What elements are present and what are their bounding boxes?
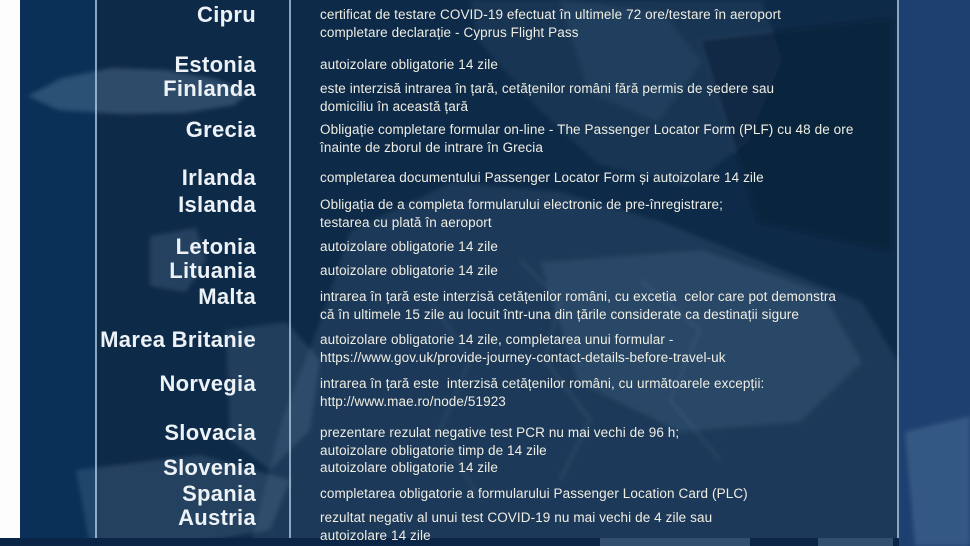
country-restrictions: rezultat negativ al unui test COVID-19 nu mai vechi de 4 zile sau autoizolare 14 zile [320, 510, 713, 543]
country-restrictions: intrarea în țară este interzisă cetățenilor români, cu următoarele excepții: http://www.mae.ro/node/51923 [320, 376, 765, 409]
country-label: Letonia [175, 234, 256, 259]
country-label: Estonia [174, 52, 256, 77]
country-label: Norvegia [159, 371, 256, 396]
country-restrictions: autoizolare obligatorie 14 zile, completarea unui formular - https://www.gov.uk/provide-journey-contact-details-before-travel-uk [320, 332, 726, 365]
country-label: Austria [178, 505, 256, 530]
country-restrictions: autoizolare obligatorie 14 zile [320, 460, 498, 475]
country-label: Finlanda [163, 76, 256, 101]
country-restrictions: Obligație completare formular on-line - The Passenger Locator Form (PLF) cu 48 de ore înainte de zborul de intrare în Grecia [320, 122, 854, 155]
country-restrictions: Obligația de a completa formularului electronic de pre-înregistrare; testarea cu plată în aeroport [320, 197, 723, 230]
country-label: Grecia [185, 117, 256, 142]
country-restrictions: completarea obligatorie a formularului Passenger Location Card (PLC) [320, 486, 748, 501]
country-label: Spania [182, 481, 256, 506]
right-panel [899, 0, 970, 546]
country-restrictions: prezentare rezulat negative test PCR nu mai vechi de 96 h; autoizolare obligatorie timp de 14 zile [320, 425, 680, 458]
country-restrictions: autoizolare obligatorie 14 zile [320, 239, 498, 254]
country-label: Cipru [197, 2, 256, 27]
divider-country-details [289, 0, 291, 538]
country-restrictions: completarea documentului Passenger Locator Form și autoizolare 14 zile [320, 170, 764, 185]
country-restrictions: este interzisă intrarea în țară, cetățenilor români fără permis de ședere sau domiciliu în această țară [320, 81, 775, 114]
country-label: Malta [198, 284, 256, 309]
country-label: Marea Britanie [100, 327, 256, 352]
country-restrictions: certificat de testare COVID-19 efectuat în ultimele 72 ore/testare în aeroport completare declarație - Cyprus Flight Pass [320, 7, 782, 40]
country-label: Irlanda [181, 165, 256, 190]
country-label: Slovacia [164, 420, 256, 445]
country-label: Lituania [169, 258, 256, 283]
page-left-margin [0, 0, 20, 538]
country-restrictions: autoizolare obligatorie 14 zile [320, 263, 498, 278]
country-restrictions: autoizolare obligatorie 14 zile [320, 57, 498, 72]
country-label: Islanda [178, 192, 256, 217]
country-restrictions: intrarea în țară este interzisă cetățenilor români, cu excetia celor care pot demonstra că în ultimele 15 zile au locuit într-una din țările considerate ca destinații sigure [320, 289, 837, 322]
country-label: Slovenia [163, 455, 256, 480]
